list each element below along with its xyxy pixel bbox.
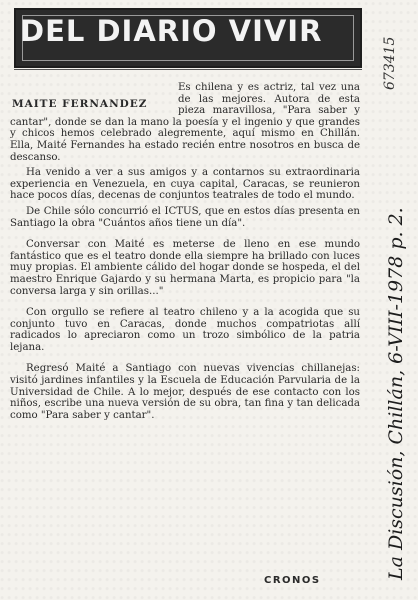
archive-number: 673415 bbox=[382, 36, 398, 90]
paragraph-5: Con orgullo se refiere al teatro chileno y a la acogida que su conjunto tuvo en Caracas, donde muchos compatriotas allí radicados lo apreciaron como un trozo simbólico de la patria lejana. bbox=[10, 307, 360, 353]
paragraph-1: Es chilena y es actriz, tal vez una de las mejores. Autora de esta pieza maravillosa, "Para saber y cantar", donde se dan la mano la poesía y el ingenio y que grandes y chicos hemos celebrado alegremente, aquí mismo en Chillán. Ella, Maité Fernandes ha estado recién entre nosotros en busca de descanso. bbox=[10, 82, 360, 163]
author-spacer bbox=[10, 82, 178, 116]
source-citation: La Discusión, Chillán, 6-VIII-1978 p. 2. bbox=[385, 207, 407, 580]
paragraph-3: De Chile sólo concurrió el ICTUS, que en estos días presenta en Santiago la obra "Cuántos años tiene un día". bbox=[10, 205, 360, 229]
paragraph-2: Ha venido a ver a sus amigos y a contarnos su extraordinaria experiencia en Venezuela, en cuya capital, Caracas, se reunieron hace pocos días, decenas de conjuntos teatrales de todo el mundo. bbox=[10, 167, 360, 202]
article-author: MAITE FERNANDEZ bbox=[12, 98, 148, 110]
article-body bbox=[10, 82, 360, 425]
column-title: DEL DIARIO VIVIR bbox=[20, 14, 323, 48]
article-signature: CRONOS bbox=[264, 575, 321, 586]
paragraph-6: Regresó Maité a Santiago con nuevas vivencias chillanejas: visitó jardines infantiles y la Escuela de Educación Parvularia de la Universidad de Chile. A lo mejor, después de ese contacto con los niños, escribe una nueva versión de su obra, tan fina y tan delicada como "Para saber y cantar". bbox=[10, 363, 360, 421]
handwritten-annotation bbox=[372, 20, 412, 590]
handwritten-annotation-svg bbox=[372, 20, 412, 590]
paragraph-4: Conversar con Maité es meterse de lleno en ese mundo fantástico que es el teatro donde ella siempre ha brillado con luces muy propias. El ambiente cálido del hogar donde se hospeda, el del maestro Enrique Gajardo y su hermana Marta, es propicio para "la conversa larga y sin orillas..." bbox=[10, 239, 360, 297]
header-rule bbox=[14, 69, 362, 70]
